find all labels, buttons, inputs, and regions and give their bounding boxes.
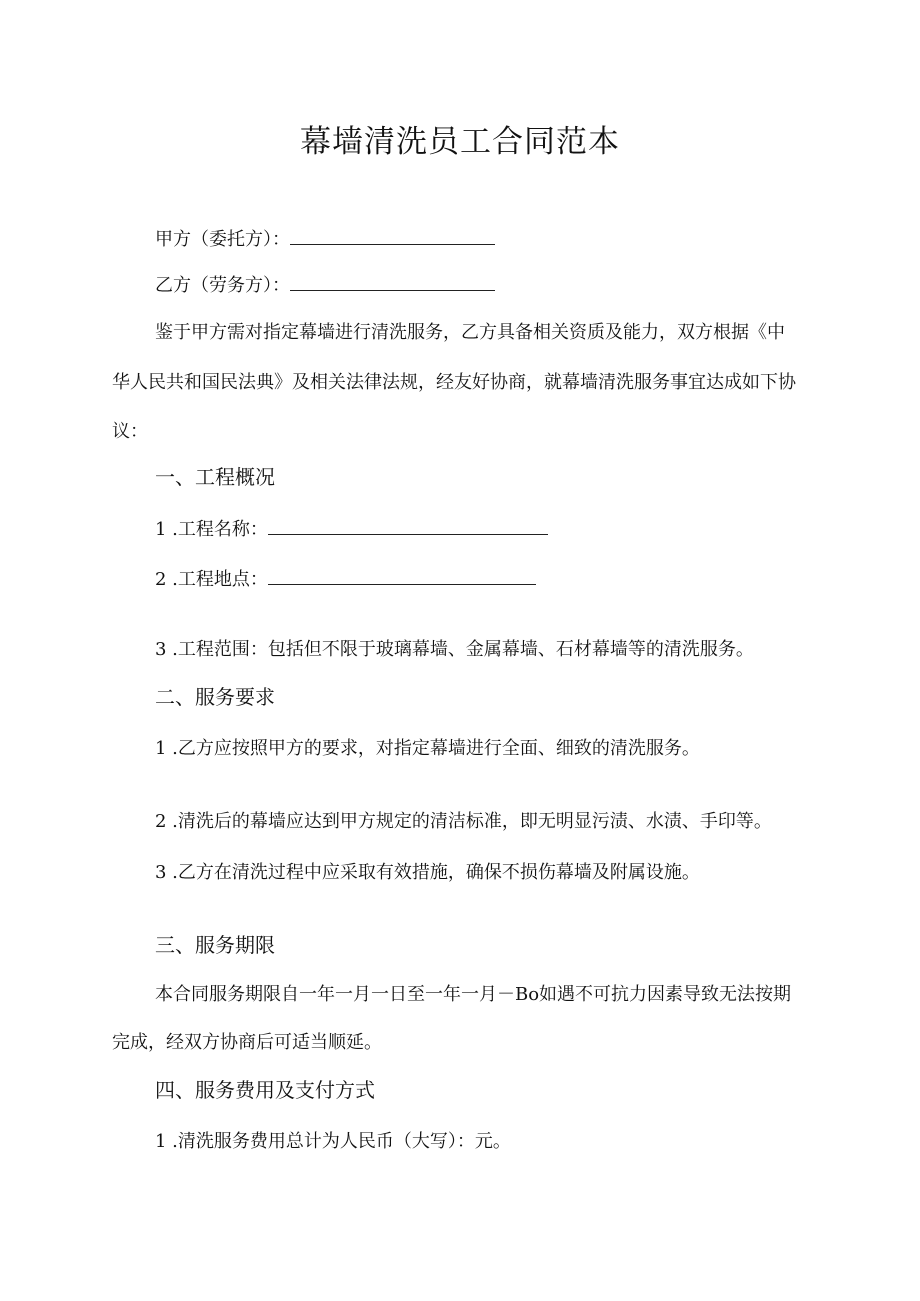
party-b-row [155, 272, 495, 298]
section1-item-2 [155, 566, 536, 592]
section3-line-1: 本合同服务期限自一年一月一日至一年一月－Bo如遇不可抗力因素导致无法按期 [155, 984, 792, 1005]
page-title: 幕墙清洗员工合同范本 [300, 124, 620, 160]
project-location-blank-field[interactable] [268, 566, 536, 585]
project-location-label: 2 .工程地点： [155, 569, 268, 590]
section4-item-1: 1 .清洗服务费用总计为人民币（大写）：元。 [155, 1131, 511, 1152]
section1-item-1 [155, 516, 548, 542]
party-a-blank-field[interactable] [290, 226, 495, 245]
intro-line-3: 议： [112, 421, 148, 442]
section2-item-2: 2 .清洗后的幕墙应达到甲方规定的清洁标准，即无明显污渍、水渍、手印等。 [155, 811, 772, 832]
party-b-label: 乙方（劳务方）： [155, 275, 290, 296]
section2-item-3: 3 .乙方在清洗过程中应采取有效措施，确保不损伤幕墙及附属设施。 [155, 862, 700, 883]
section-heading-1: 一、工程概况 [155, 465, 275, 489]
section3-line-2: 完成，经双方协商后可适当顺延。 [112, 1032, 382, 1053]
section-heading-3: 三、服务期限 [155, 933, 275, 957]
party-a-label: 甲方（委托方）： [155, 229, 290, 250]
section1-item-3: 3 .工程范围：包括但不限于玻璃幕墙、金属幕墙、石材幕墙等的清洗服务。 [155, 639, 754, 660]
party-b-blank-field[interactable] [290, 272, 495, 291]
party-a-row [155, 226, 495, 252]
intro-line-1: 鉴于甲方需对指定幕墙进行清洗服务，乙方具备相关资质及能力，双方根据《中 [155, 322, 785, 343]
project-name-label: 1 .工程名称： [155, 519, 268, 540]
intro-line-2: 华人民共和国民法典》及相关法律法规，经友好协商，就幕墙清洗服务事宜达成如下协 [112, 372, 796, 393]
section-heading-4: 四、服务费用及支付方式 [155, 1078, 375, 1102]
section2-item-1: 1 .乙方应按照甲方的要求，对指定幕墙进行全面、细致的清洗服务。 [155, 738, 700, 759]
project-name-blank-field[interactable] [268, 516, 548, 535]
section-heading-2: 二、服务要求 [155, 685, 275, 709]
